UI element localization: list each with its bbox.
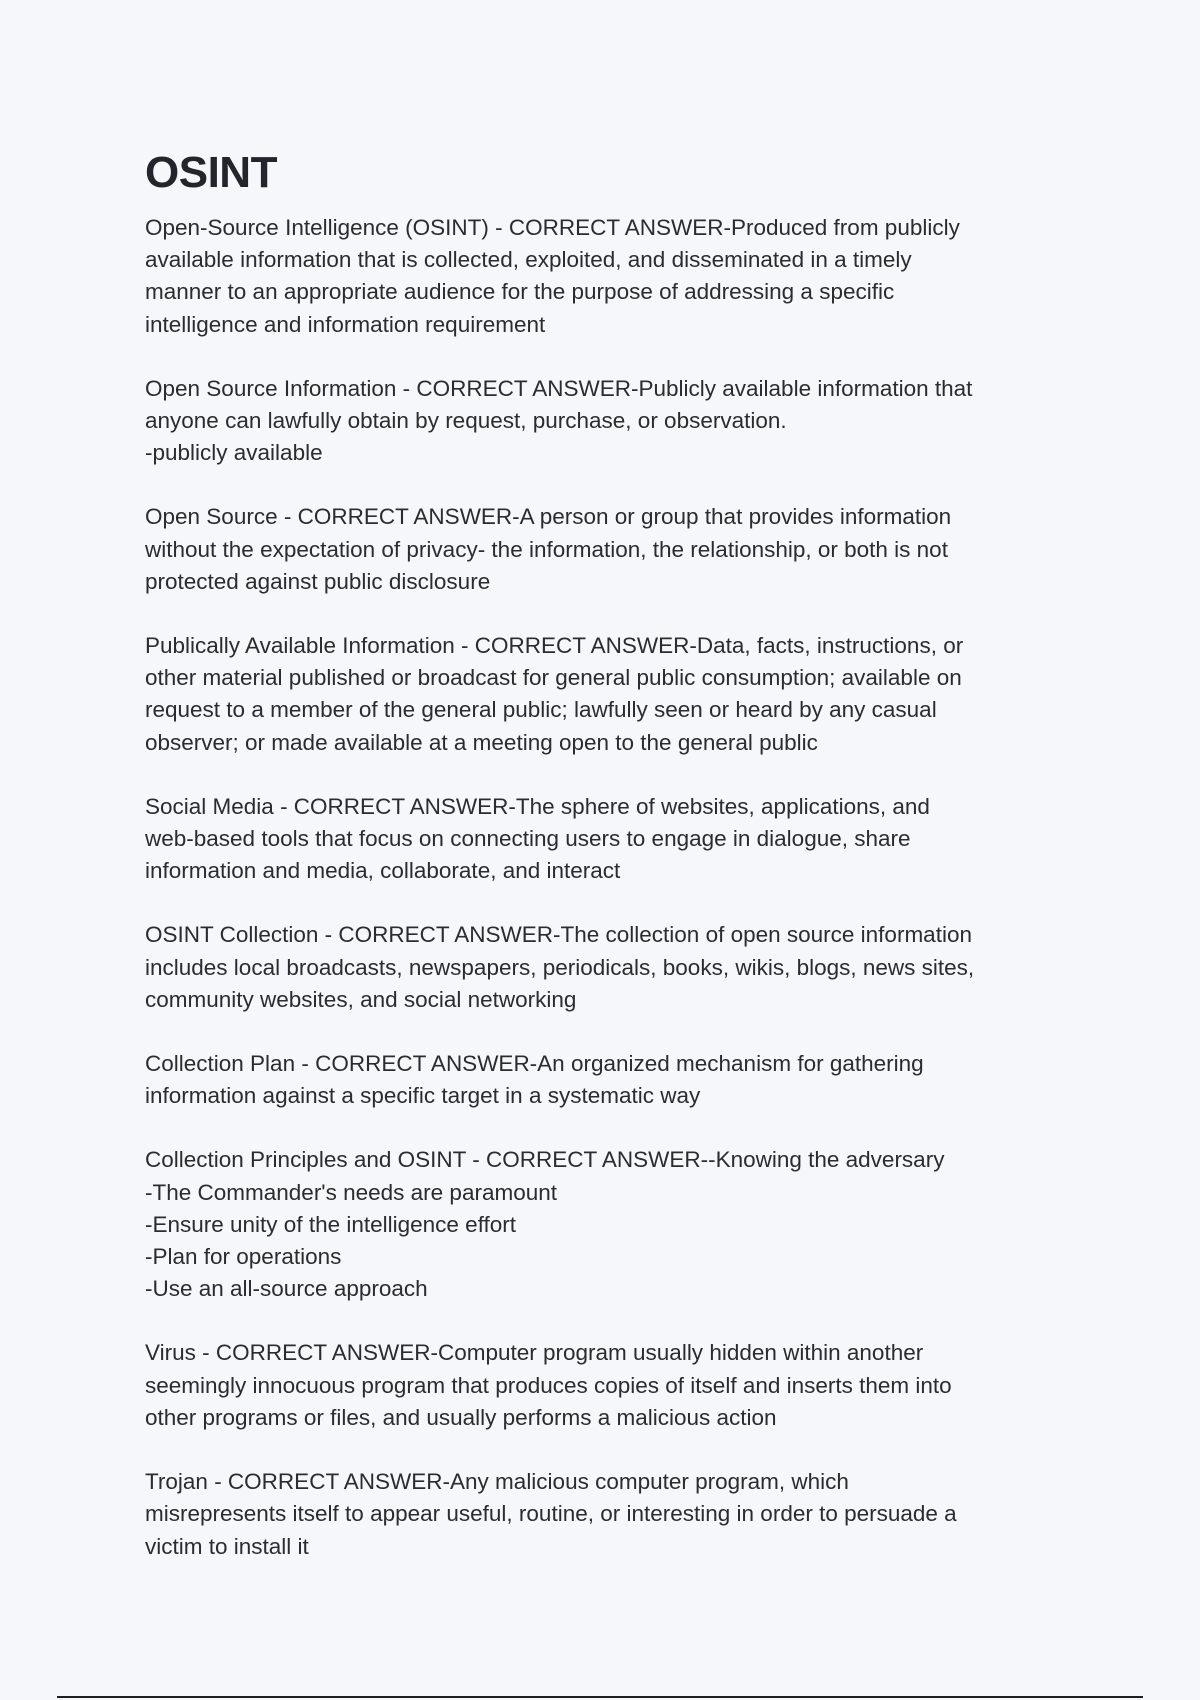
entry-line: Publically Available Information - CORRECT ANSWER-Data, facts, instructions, or (145, 633, 964, 659)
entry-line: misrepresents itself to appear useful, routine, or interesting in order to persuade a (145, 1501, 957, 1527)
definition-entry (145, 1466, 1045, 1563)
definition-entry (145, 791, 1045, 888)
entry-line: other programs or files, and usually performs a malicious action (145, 1404, 777, 1430)
definition-entry (145, 630, 1045, 759)
entry-line: protected against public disclosure (145, 568, 491, 594)
entry-line: Open Source - CORRECT ANSWER-A person or group that provides information (145, 504, 952, 530)
entry-line: Open Source Information - CORRECT ANSWER-Publicly available information that (145, 375, 973, 401)
entry-line: Virus - CORRECT ANSWER-Computer program usually hidden within another (145, 1340, 924, 1366)
document-title: OSINT (145, 148, 277, 197)
entry-line: includes local broadcasts, newspapers, periodicals, books, wikis, blogs, news sites, (145, 954, 975, 980)
entry-line: -Plan for operations (145, 1244, 342, 1270)
definition-entry (145, 212, 1045, 341)
entry-line: information against a specific target in a systematic way (145, 1083, 701, 1109)
entry-line: -The Commander's needs are paramount (145, 1179, 557, 1205)
entry-line: other material published or broadcast for general public consumption; available on (145, 665, 962, 691)
entry-line: -Use an all-source approach (145, 1276, 428, 1302)
entry-line: Collection Principles and OSINT - CORRECT ANSWER--Knowing the adversary (145, 1147, 945, 1173)
entry-line: web-based tools that focus on connecting users to engage in dialogue, share (145, 826, 911, 852)
entry-line: intelligence and information requirement (145, 311, 546, 337)
entry-line: -publicly available (145, 440, 323, 466)
definition-entry (145, 501, 1045, 598)
entry-line: request to a member of the general public; lawfully seen or heard by any casual (145, 697, 937, 723)
definition-entry (145, 373, 1045, 470)
entry-line: manner to an appropriate audience for the purpose of addressing a specific (145, 279, 895, 305)
entry-line: information and media, collaborate, and interact (145, 858, 621, 884)
definition-entry (145, 919, 1045, 1016)
footer-divider (57, 1696, 1143, 1698)
entry-line: available information that is collected, exploited, and disseminated in a timely (145, 247, 912, 273)
definition-entry (145, 1337, 1045, 1434)
entry-line: Open-Source Intelligence (OSINT) - CORRECT ANSWER-Produced from publicly (145, 215, 960, 240)
entry-line: victim to install it (145, 1533, 309, 1559)
entry-line: anyone can lawfully obtain by request, purchase, or observation. (145, 408, 787, 434)
document-page (145, 146, 1045, 1595)
entry-line: seemingly innocuous program that produces copies of itself and inserts them into (145, 1372, 952, 1398)
entry-line: Collection Plan - CORRECT ANSWER-An organized mechanism for gathering (145, 1051, 924, 1077)
entry-line: -Ensure unity of the intelligence effort (145, 1211, 517, 1237)
entry-line: Social Media - CORRECT ANSWER-The sphere of websites, applications, and (145, 793, 930, 819)
entry-line: community websites, and social networking (145, 986, 577, 1012)
entry-line: Trojan - CORRECT ANSWER-Any malicious computer program, which (145, 1469, 849, 1495)
entry-line: without the expectation of privacy- the information, the relationship, or both is not (145, 536, 948, 562)
entry-line: observer; or made available at a meeting open to the general public (145, 729, 818, 755)
definition-entry (145, 1144, 1045, 1305)
definition-entry (145, 1048, 1045, 1112)
entry-line: OSINT Collection - CORRECT ANSWER-The collection of open source information (145, 922, 972, 948)
